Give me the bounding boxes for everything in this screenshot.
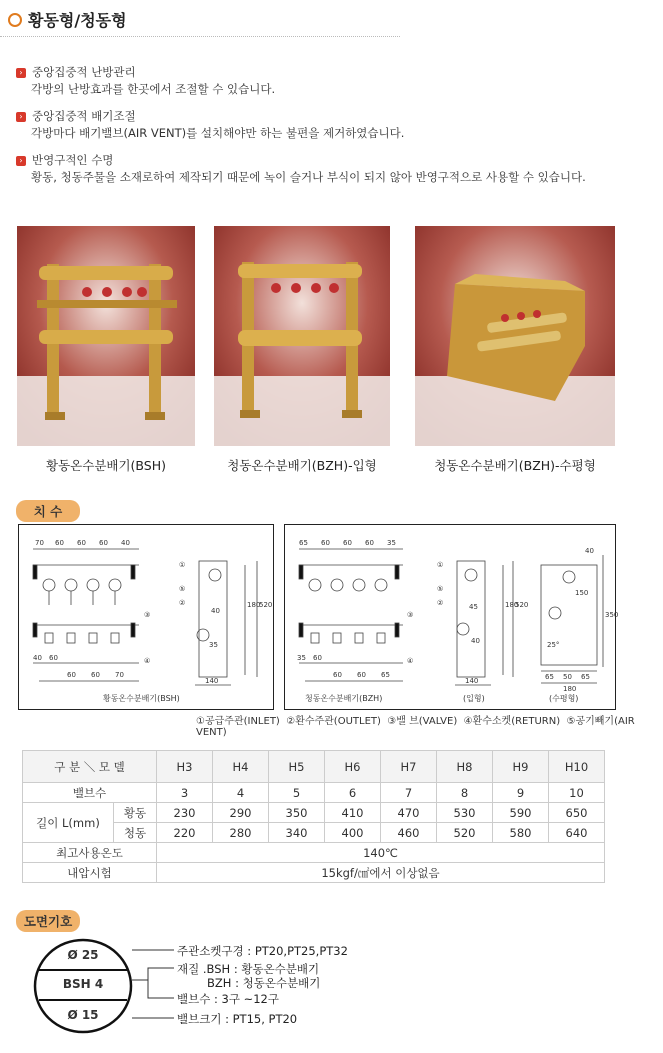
legend-item: ④환수소켓(RETURN)	[463, 716, 561, 727]
dim-label: 60	[49, 654, 58, 662]
table-cell: 650	[549, 803, 605, 823]
feature-head: 반영구적인 수명	[32, 153, 114, 167]
symbol-note-socket: 주관소켓구경 : PT20,PT25,PT32	[177, 944, 348, 958]
model-header: H10	[549, 751, 605, 783]
marker: ④	[407, 657, 414, 665]
table-cell: 3	[157, 783, 213, 803]
arrow-bullet-icon: ›	[16, 156, 26, 166]
table-cell: 9	[493, 783, 549, 803]
drawing-bsh	[18, 524, 274, 710]
row-sublabel: 황동	[114, 803, 157, 823]
dim-label: 180	[247, 601, 261, 609]
table-cell: 6	[325, 783, 381, 803]
marker: ⑤	[437, 585, 444, 593]
dim-label: 40	[211, 607, 220, 615]
model-header: H5	[269, 751, 325, 783]
dim-label: 60	[357, 671, 366, 679]
table-cell: 640	[549, 823, 605, 843]
dim-label: 60	[99, 539, 108, 547]
marker: ①	[437, 561, 444, 569]
row-sublabel: 청동	[114, 823, 157, 843]
spec-table-wrap	[22, 750, 605, 883]
title-divider	[0, 36, 400, 37]
table-cell: 140℃	[157, 843, 605, 863]
product-caption: 청동온수분배기(BZH)-입형	[227, 458, 377, 473]
dim-label: 65	[581, 673, 590, 681]
dim-label: 60	[365, 539, 374, 547]
legend-item: ③밸 브(VALVE)	[387, 716, 458, 727]
table-cell: 470	[381, 803, 437, 823]
dim-label: 25°	[547, 641, 560, 649]
table-cell: 10	[549, 783, 605, 803]
model-header: H4	[213, 751, 269, 783]
dim-label: 60	[67, 671, 76, 679]
dim-label: 520	[515, 601, 529, 609]
model-header: H3	[157, 751, 213, 783]
product-caption: 청동온수분배기(BZH)-수평형	[434, 458, 596, 473]
table-cell: 590	[493, 803, 549, 823]
dim-label: 65	[299, 539, 308, 547]
symbol-note-material: BZH : 청동온수분배기	[207, 976, 321, 990]
feature-head: 중앙집중적 난방관리	[32, 65, 136, 79]
drawing-caption: (수평형)	[549, 694, 579, 703]
dim-label: 350	[605, 611, 619, 619]
model-header: H8	[437, 751, 493, 783]
feature-2	[16, 108, 404, 142]
table-cell: 530	[437, 803, 493, 823]
dim-label: 70	[115, 671, 124, 679]
arrow-bullet-icon: ›	[16, 112, 26, 122]
feature-head: 중앙집중적 배기조절	[32, 109, 136, 123]
table-cell: 580	[493, 823, 549, 843]
row-label: 내압시험	[23, 863, 157, 883]
marker: ④	[144, 657, 151, 665]
drawing-bzh	[284, 524, 619, 710]
symbol-bottom-text: Ø 15	[67, 1008, 99, 1022]
symbol-note-valvesize: 밸브크기 : PT15, PT20	[177, 1012, 298, 1026]
product-photo-bsh	[17, 226, 195, 446]
marker: ①	[179, 561, 186, 569]
feature-body: 각방마다 배기밸브(AIR VENT)를 설치해야만 하는 불편을 제거하였습니다.	[31, 126, 405, 140]
marker: ②	[179, 599, 186, 607]
model-header: H9	[493, 751, 549, 783]
row-label: 길이 L(mm)	[23, 803, 114, 843]
dim-label: 180	[563, 685, 577, 693]
symbol-note-material: 재질 .BSH : 황동온수분배기	[177, 962, 320, 976]
drawing-caption: 황동온수분배기(BSH)	[103, 694, 180, 703]
table-cell: 350	[269, 803, 325, 823]
dim-label: 520	[259, 601, 273, 609]
dim-label: 60	[313, 654, 322, 662]
table-cell: 220	[157, 823, 213, 843]
model-header: H6	[325, 751, 381, 783]
dim-label: 60	[343, 539, 352, 547]
feature-1	[16, 64, 275, 98]
dim-label: 35	[387, 539, 396, 547]
arrow-bullet-icon: ›	[16, 68, 26, 78]
table-cell: 340	[269, 823, 325, 843]
symbol-section-label: 도면기호	[16, 910, 80, 932]
dim-label: 70	[35, 539, 44, 547]
drawing-legend	[196, 712, 663, 738]
symbol-note-valves: 밸브수 : 3구 ~12구	[177, 992, 279, 1006]
table-cell: 290	[213, 803, 269, 823]
marker: ②	[437, 599, 444, 607]
table-cell: 8	[437, 783, 493, 803]
symbol-leader-lines	[128, 938, 178, 1038]
legend-item: ⑤공기빼기(AIR VENT)	[196, 716, 635, 738]
table-cell: 410	[325, 803, 381, 823]
marker: ③	[407, 611, 414, 619]
feature-body: 황동, 청동주물을 소재로하여 제작되기 때문에 녹이 슬거나 부식이 되지 않아 반영구적으로 사용할 수 있습니다.	[31, 170, 586, 184]
dim-label: 180	[505, 601, 519, 609]
dim-label: 40	[33, 654, 42, 662]
product-caption: 황동온수분배기(BSH)	[46, 458, 166, 473]
marker: ③	[144, 611, 151, 619]
dim-label: 65	[381, 671, 390, 679]
dim-label: 35	[209, 641, 218, 649]
table-cell: 520	[437, 823, 493, 843]
table-cell: 7	[381, 783, 437, 803]
table-cell: 4	[213, 783, 269, 803]
dim-label: 60	[333, 671, 342, 679]
dim-label: 50	[563, 673, 572, 681]
dim-label: 60	[55, 539, 64, 547]
dim-label: 60	[321, 539, 330, 547]
legend-item: ②환수주관(OUTLET)	[286, 716, 381, 727]
table-cell: 400	[325, 823, 381, 843]
dim-label: 65	[545, 673, 554, 681]
dim-label: 40	[471, 637, 480, 645]
dim-label: 35	[297, 654, 306, 662]
dim-label: 150	[575, 589, 589, 597]
marker: ⑤	[179, 585, 186, 593]
model-header: H7	[381, 751, 437, 783]
table-corner: 구 분 ＼ 모 델	[23, 751, 157, 783]
dim-label: 40	[121, 539, 130, 547]
table-cell: 280	[213, 823, 269, 843]
dim-label: 60	[77, 539, 86, 547]
row-label: 밸브수	[23, 783, 157, 803]
circle-bullet-icon	[8, 13, 22, 27]
dim-label: 140	[205, 677, 219, 685]
dim-label: 140	[465, 677, 479, 685]
dim-label: 40	[585, 547, 594, 555]
table-cell: 230	[157, 803, 213, 823]
legend-item: ①공급주관(INLET)	[196, 716, 280, 727]
page-title: 황동형/청동형	[28, 11, 127, 30]
product-photo-bzh-upright	[214, 226, 390, 446]
symbol-mid-text: BSH 4	[62, 977, 104, 991]
drawing-caption: (입형)	[463, 694, 485, 703]
feature-3	[16, 152, 616, 186]
table-cell: 460	[381, 823, 437, 843]
dim-label: 60	[91, 671, 100, 679]
table-cell: 15kgf/㎠에서 이상없음	[157, 863, 605, 883]
page-title-block	[8, 8, 127, 31]
table-cell: 5	[269, 783, 325, 803]
row-label: 최고사용온도	[23, 843, 157, 863]
drawing-caption: 청동온수분배기(BZH)	[305, 694, 383, 703]
dim-label: 45	[469, 603, 478, 611]
product-photo-bzh-horizontal	[415, 226, 615, 446]
dimension-section-label: 치 수	[16, 500, 80, 522]
spec-table	[22, 750, 605, 883]
feature-body: 각방의 난방효과를 한곳에서 조절할 수 있습니다.	[31, 82, 276, 96]
symbol-top-text: Ø 25	[67, 948, 99, 962]
